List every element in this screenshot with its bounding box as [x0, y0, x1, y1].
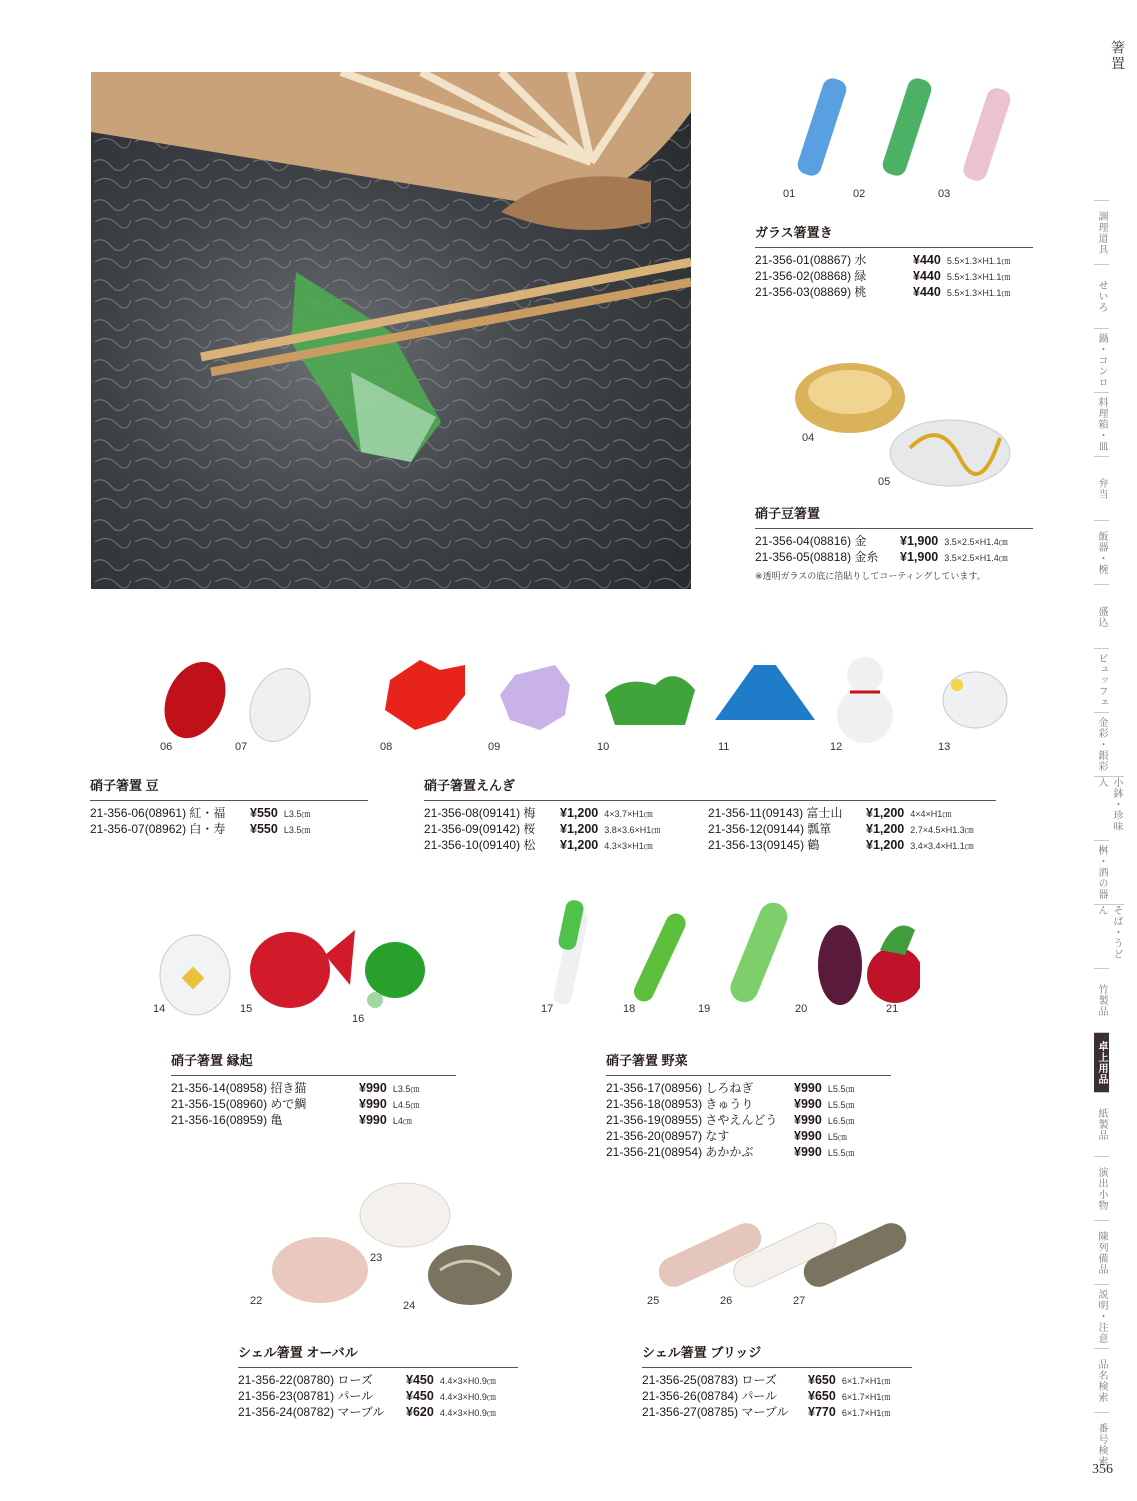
- item-price: ¥650: [808, 1373, 836, 1387]
- item-code: 21-356-21(08954) あかかぶ: [606, 1145, 754, 1159]
- mame-figure: [155, 655, 325, 753]
- side-tab[interactable]: 陳列備品: [1094, 1220, 1109, 1284]
- figure-number: 16: [352, 1013, 365, 1025]
- engi-shapes-figure: [375, 640, 1015, 753]
- section-title: 硝子箸置 野菜: [606, 1050, 891, 1076]
- figure-number: 01: [783, 188, 796, 200]
- item-price: ¥990: [794, 1145, 822, 1159]
- side-tab[interactable]: 小鉢・珍味入: [1094, 776, 1124, 840]
- section-title: ガラス箸置き: [755, 222, 1033, 248]
- item-price: ¥1,200: [560, 822, 599, 836]
- figure-number: 25: [647, 1295, 660, 1307]
- figure-number: 18: [623, 1003, 636, 1015]
- shell-oval-spec: [238, 1342, 518, 1421]
- side-tab[interactable]: 盛込: [1094, 584, 1109, 648]
- item-price: ¥990: [794, 1097, 822, 1111]
- side-tab[interactable]: ビュッフェ: [1094, 648, 1109, 712]
- item-code: 21-356-23(08781) パール: [238, 1389, 374, 1403]
- engi-shapes-illustration: [375, 640, 1015, 745]
- item-size: L6.5㎝: [827, 1116, 855, 1126]
- item-code: 21-356-16(08959) 亀: [171, 1113, 283, 1127]
- shell-oval-figure: [245, 1180, 515, 1325]
- item-price: ¥1,200: [866, 822, 905, 836]
- figure-number: 22: [250, 1295, 263, 1307]
- section-title: 硝子箸置 縁起: [171, 1050, 456, 1076]
- item-code: 21-356-07(08962) 白・寿: [90, 822, 226, 836]
- side-tab[interactable]: 弁当: [1094, 456, 1109, 520]
- item-price: ¥620: [406, 1405, 434, 1419]
- item-size: L5.5㎝: [827, 1100, 855, 1110]
- item-code: 21-356-24(08782) マーブル: [238, 1405, 385, 1419]
- engi-figure: [150, 915, 430, 1030]
- item-code: 21-356-27(08785) マーブル: [642, 1405, 789, 1419]
- item-code: 21-356-17(08956) しろねぎ: [606, 1081, 754, 1095]
- item-code: 21-356-19(08955) さやえんどう: [606, 1113, 778, 1127]
- shell-bridge-figure: [645, 1200, 915, 1315]
- glass-rests-figure: [770, 72, 1060, 202]
- item-size: 4.4×3×H0.9㎝: [439, 1408, 496, 1418]
- side-tab[interactable]: 調理道具: [1094, 200, 1109, 264]
- item-code: 21-356-13(09145) 鶴: [708, 838, 820, 852]
- item-price: ¥650: [808, 1389, 836, 1403]
- mame-illustration: [155, 655, 325, 745]
- item-size: L5㎝: [827, 1132, 847, 1142]
- item-size: L5.5㎝: [827, 1148, 855, 1158]
- figure-number: 14: [153, 1003, 166, 1015]
- shell-oval-illustration: [245, 1180, 515, 1320]
- item-size: L4.5㎝: [392, 1100, 420, 1110]
- item-price: ¥450: [406, 1373, 434, 1387]
- item-size: 2.7×4.5×H1.3㎝: [910, 825, 974, 835]
- item-code: 21-356-12(09144) 瓢箪: [708, 822, 832, 836]
- figure-number: 27: [793, 1295, 806, 1307]
- item-price: ¥990: [794, 1129, 822, 1143]
- glass-spec: [755, 222, 1033, 301]
- item-size: L4㎝: [392, 1116, 412, 1126]
- item-size: L3.5㎝: [283, 825, 311, 835]
- item-code: 21-356-01(08867) 水: [755, 253, 867, 267]
- engi-illustration: [150, 915, 430, 1025]
- item-price: ¥1,200: [560, 838, 599, 852]
- item-size: L5.5㎝: [827, 1084, 855, 1094]
- glass-rests-illustration: [770, 72, 1060, 197]
- item-price: ¥990: [794, 1113, 822, 1127]
- bean-gold-spec: [755, 503, 1033, 582]
- figure-number: 21: [886, 1003, 899, 1015]
- item-price: ¥450: [406, 1389, 434, 1403]
- item-code: 21-356-09(09142) 桜: [424, 822, 536, 836]
- side-tab[interactable]: 桝・酒の器: [1094, 840, 1109, 904]
- item-price: ¥440: [913, 269, 941, 283]
- item-price: ¥550: [250, 806, 278, 820]
- item-size: 4.3×3×H1㎝: [604, 841, 653, 851]
- item-price: ¥990: [359, 1113, 387, 1127]
- figure-number: 07: [235, 741, 248, 753]
- item-size: L3.5㎝: [283, 809, 311, 819]
- figure-number: 08: [380, 741, 393, 753]
- item-code: 21-356-11(09143) 富士山: [708, 806, 843, 820]
- item-size: 3.4×3.4×H1.1㎝: [910, 841, 974, 851]
- item-price: ¥1,900: [900, 534, 939, 548]
- item-code: 21-356-02(08868) 緑: [755, 269, 867, 283]
- item-price: ¥990: [794, 1081, 822, 1095]
- section-title: 硝子豆箸置: [755, 503, 1033, 529]
- side-tab-active[interactable]: 卓上用品: [1094, 1032, 1109, 1092]
- side-tab[interactable]: 料理箱・皿: [1094, 392, 1109, 456]
- item-size: 5.5×1.3×H1.1㎝: [946, 256, 1011, 266]
- side-tab[interactable]: 飯器・椀: [1094, 520, 1109, 584]
- item-price: ¥550: [250, 822, 278, 836]
- figure-number: 09: [488, 741, 501, 753]
- figure-number: 05: [878, 476, 891, 488]
- hero-illustration: [91, 72, 691, 589]
- item-size: L3.5㎝: [392, 1084, 420, 1094]
- yasai-spec: [606, 1050, 891, 1161]
- side-tab[interactable]: 鍋・コンロ: [1094, 328, 1109, 392]
- figure-number: 12: [830, 741, 843, 753]
- item-size: 3.5×2.5×H1.4㎝: [944, 537, 1008, 547]
- figure-number: 13: [938, 741, 951, 753]
- side-tab[interactable]: 品名検索: [1094, 1348, 1109, 1412]
- item-code: 21-356-18(08953) きゅうり: [606, 1097, 754, 1111]
- shell-bridge-illustration: [645, 1200, 915, 1310]
- item-code: 21-356-06(08961) 紅・福: [90, 806, 226, 820]
- bean-rests-figure: [790, 358, 1030, 493]
- side-tab[interactable]: 紙製品: [1094, 1092, 1109, 1156]
- yasai-figure: [540, 890, 920, 1020]
- bean-rests-illustration: [790, 358, 1030, 488]
- item-price: ¥440: [913, 253, 941, 267]
- item-size: 3.8×3.6×H1㎝: [604, 825, 661, 835]
- side-tab[interactable]: 竹製品: [1094, 968, 1109, 1032]
- category-title: 箸置: [1109, 40, 1125, 72]
- item-price: ¥770: [808, 1405, 836, 1419]
- item-code: 21-356-08(09141) 梅: [424, 806, 536, 820]
- item-size: 4.4×3×H0.9㎝: [439, 1376, 496, 1386]
- side-tab[interactable]: 説明・注意: [1094, 1284, 1109, 1348]
- item-code: 21-356-22(08780) ローズ: [238, 1373, 373, 1387]
- item-size: 6×1.7×H1㎝: [841, 1408, 891, 1418]
- section-title: 硝子箸置えんぎ: [424, 775, 996, 801]
- item-size: 3.5×2.5×H1.4㎝: [944, 553, 1008, 563]
- figure-number: 04: [802, 432, 815, 444]
- item-code: 21-356-10(09140) 松: [424, 838, 536, 852]
- item-price: ¥990: [359, 1081, 387, 1095]
- figure-number: 02: [853, 188, 866, 200]
- figure-number: 19: [698, 1003, 711, 1015]
- item-price: ¥1,200: [866, 806, 905, 820]
- item-code: 21-356-26(08784) パール: [642, 1389, 778, 1403]
- figure-number: 15: [240, 1003, 253, 1015]
- item-code: 21-356-14(08958) 招き猫: [171, 1081, 307, 1095]
- section-title: シェル箸置 オーバル: [238, 1342, 518, 1368]
- item-size: 4×4×H1㎝: [910, 809, 952, 819]
- mame-spec: [90, 775, 368, 838]
- figure-number: 03: [938, 188, 951, 200]
- side-tab[interactable]: そば・うどん: [1094, 904, 1124, 968]
- side-tab[interactable]: 金彩・銀彩: [1094, 712, 1109, 776]
- engi-shapes-spec: [424, 775, 996, 854]
- item-code: 21-356-25(08783) ローズ: [642, 1373, 777, 1387]
- hero-photo: [91, 72, 691, 589]
- item-size: 6×1.7×H1㎝: [841, 1376, 891, 1386]
- item-size: 5.5×1.3×H1.1㎝: [946, 288, 1011, 298]
- side-tab[interactable]: 演出小物: [1094, 1156, 1109, 1220]
- item-price: ¥990: [359, 1097, 387, 1111]
- item-size: 4×3.7×H1㎝: [604, 809, 653, 819]
- item-price: ¥1,200: [866, 838, 905, 852]
- section-title: シェル箸置 ブリッジ: [642, 1342, 912, 1368]
- figure-number: 17: [541, 1003, 554, 1015]
- figure-number: 11: [718, 741, 730, 753]
- figure-number: 24: [403, 1300, 416, 1312]
- item-code: 21-356-05(08818) 金糸: [755, 550, 879, 564]
- side-tab[interactable]: せいろ: [1094, 264, 1109, 328]
- figure-number: 10: [597, 741, 610, 753]
- item-price: ¥1,200: [560, 806, 599, 820]
- shell-bridge-spec: [642, 1342, 912, 1421]
- item-code: 21-356-03(08869) 桃: [755, 285, 867, 299]
- figure-number: 26: [720, 1295, 733, 1307]
- figure-number: 23: [370, 1252, 383, 1264]
- page-number: 356: [1092, 1462, 1113, 1477]
- item-code: 21-356-20(08957) なす: [606, 1129, 730, 1143]
- item-price: ¥440: [913, 285, 941, 299]
- item-size: 5.5×1.3×H1.1㎝: [946, 272, 1011, 282]
- engi-spec: [171, 1050, 456, 1129]
- note-text: ※透明ガラスの底に箔貼りしてコーティングしています。: [755, 571, 986, 581]
- yasai-illustration: [540, 890, 920, 1015]
- item-code: 21-356-04(08816) 金: [755, 534, 867, 548]
- side-tab[interactable]: 番号検索: [1094, 1412, 1109, 1476]
- item-size: 6×1.7×H1㎝: [841, 1392, 891, 1402]
- section-title: 硝子箸置 豆: [90, 775, 368, 801]
- side-index-tabs: [1094, 200, 1137, 1476]
- item-code: 21-356-15(08960) めで鯛: [171, 1097, 307, 1111]
- figure-number: 20: [795, 1003, 808, 1015]
- item-price: ¥1,900: [900, 550, 939, 564]
- item-size: 4.4×3×H0.9㎝: [439, 1392, 496, 1402]
- figure-number: 06: [160, 741, 173, 753]
